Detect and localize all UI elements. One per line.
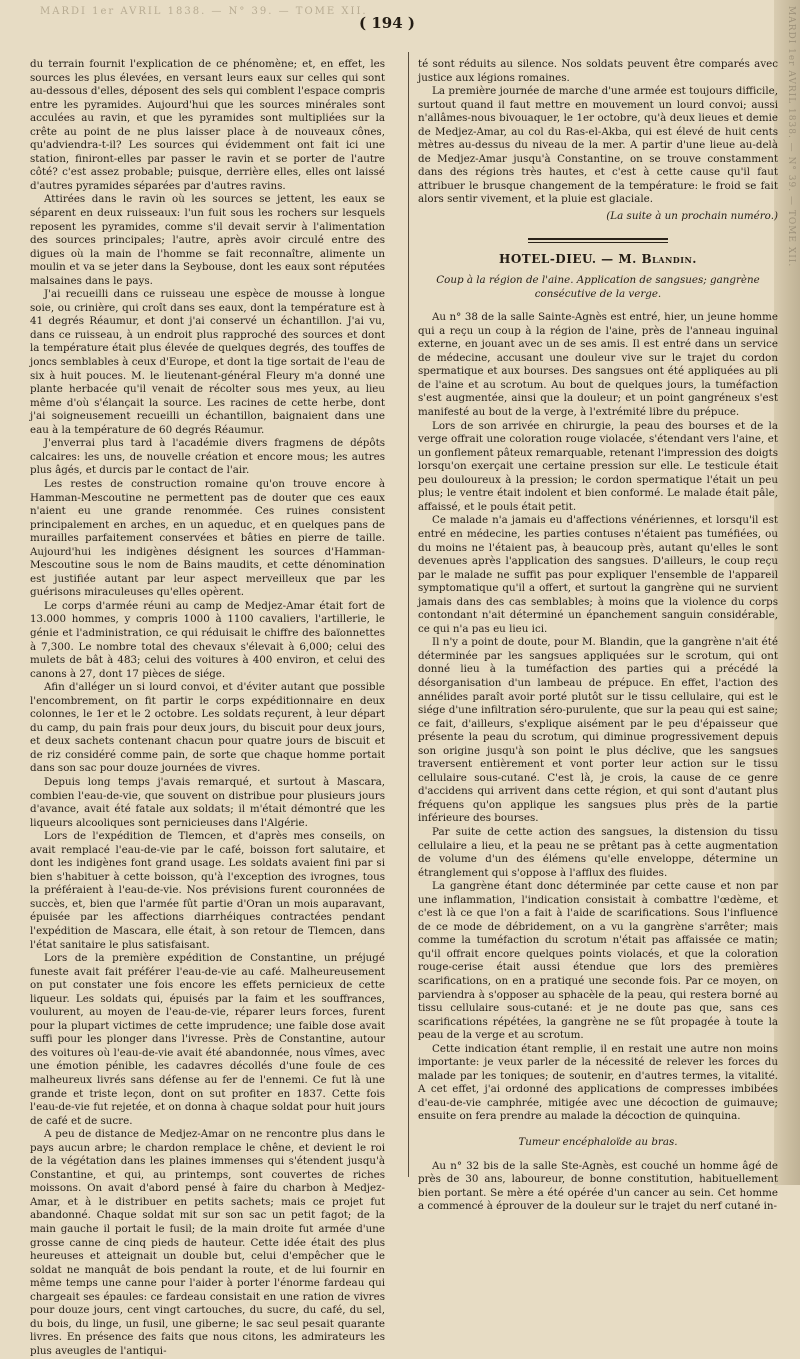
paragraph: La gangrène étant donc déterminée par cette cause et non par une inflammation, l'indication consistait à combattre l'œdème, et c'est là ce que l'on a fait à l'aide de scarifications. Sous l'influence de ce mode de débridement, on a vu la gangrène s'arrêter; mais comme la tuméfaction du scrotum n'était pas affaissée ce matin; qu'il offrait encore quelques points violacés, et que la coloration rouge-cerise était aussi étendue que lors des premières scarifications, on en a pratiqué une seconde fois. Par ce moyen, on parviendra à s'opposer au sphacèle de la peau, qui restera borné au tissu cellulaire sous-cutané: et je ne doute pas que, sans ces scarifications répétées, la gangrène ne se fût propagée à toute la peau de la verge et au scrotum. xyxy=(418,880,778,1042)
paragraph: du terrain fournit l'explication de ce phénomène; et, en effet, les sources les plus élevées, en versant leurs eaux sur celles qui sont au-dessous d'elles, déposent des sels qui comblent l'espace compris entre les pyramides. Aujourd'hui que les sources minérales sont acculées au ravin, et que les pyramides sont multipliées sur la crête au point de ne plus laisser place à de nouveaux cônes, qu'adviendra-t-il? Les sources qui évidemment ont fait ici une station, finiront-elles par passer le ravin et se porter de l'autre côté? c'est assez probable; puisque, derrière elles, elles ont laissé d'autres pyramides séparées par d'autres ravins. xyxy=(30,58,386,192)
case-title: Coup à la région de l'aine. Application de sangsues; gangrène consécutive de la verge. xyxy=(436,274,760,300)
paragraph: té sont réduits au silence. Nos soldats peuvent être comparés avec justice aux légions romaines. xyxy=(418,58,778,84)
paragraph: J'ai recueilli dans ce ruisseau une espèce de mousse à longue soie, ou crinière, qui croît dans ses eaux, dont la température est à 41 degrés Réaumur, et dont j'ai conservé un échantillon. J'ai vu, dans ce ruisseau, à un endroit plus rapproché des sources et dont la température était plus élevée de quelques degrés, des touffes de joncs semblables à ceux d'Europe, et dont la tige sortait de l'eau de six à huit pouces. M. le lieutenant-général Fleury m'a donné une plante herbacée qu'il venait de récolter sous mes yeux, au lieu même d'où s'élançait la source. Les racines de cette herbe, dont j'ai soigneusement recueilli un échantillon, baignaient dans une eau à la température de 60 degrés Réaumur. xyxy=(30,288,385,436)
paragraph: Afin d'alléger un si lourd convoi, et d'éviter autant que possible l'encombrement, on fit partir le corps expéditionnaire en deux colonnes, le 1er et le 2 octobre. Les soldats reçurent, à leur départ du camp, du pain frais pour deux jours, du biscuit pour deux jours, et deux sachets contenant chacun pour quatre jours de biscuit et de riz considéré comme pain, de sorte que chaque homme portait dans son sac pour douze journées de vivres. xyxy=(30,681,385,775)
paragraph: Les restes de construction romaine qu'on trouve encore à Hamman-Mescoutine ne permettent pas de douter que ces eaux n'aient eu une grande renommée. Ces ruines consistent principalement en arches, en un aqueduc, et en quelques pans de murailles parfaitement conservées et bâties en pierre de taille. Aujourd'hui les indigènes désignent les sources d'Hamman-Mescoutine sous le nom de Bains maudits, et cette dénomination est justifiée autant par leur aspect merveilleux que par les guérisons miraculeuses qu'elles opèrent. xyxy=(30,477,385,599)
gutter-text: MARDI 1er AVRIL 1838. — N° 39. — TOME XII. xyxy=(786,6,796,268)
paragraph: Au n° 32 bis de la salle Ste-Agnès, est couché un homme âgé de près de 30 ans, laboureur, de bonne constitution, habituellement bien portant. Se mère a été opérée d'un cancer au sein. Cet homme a commencé à éprouver de la douleur sur le trajet du nerf cutané in- xyxy=(418,1159,778,1213)
section-author: Blandin. xyxy=(641,251,697,266)
paragraph: Par suite de cette action des sangsues, la distension du tissu cellulaire a lieu, et la peau ne se prêtant pas à cette augmentation de volume d'un des élémens qu'elle enveloppe, détermine un étranglement qui s'oppose à l'afflux des fluides. xyxy=(418,825,778,879)
paragraph: Depuis long temps j'avais remarqué, et surtout à Mascara, combien l'eau-de-vie, que souvent on distribue pour plusieurs jours d'avance, avait été fatale aux soldats; il m'était démontré que les liqueurs alcooliques sont pernicieuses dans l'Algérie. xyxy=(30,775,385,829)
continuation-note: (La suite à un prochain numéro.) xyxy=(606,210,778,223)
paragraph: Il n'y a point de doute, pour M. Blandin, que la gangrène n'ait été déterminée par les sangsues appliquées sur le scrotum, qui ont donné lieu à la tuméfaction des parties qui a précédé la désorganisation d'un lambeau de prépuce. En effet, l'action des annélides paraît avoir porté plutôt sur le tissu cellulaire, qui est le siége d'une infiltration séro-purulente, que sur la peau qui est saine; ce fait, d'ailleurs, s'explique aisément par le peu d'épaisseur que présente la peau du scrotum, qui diminue progressivement depuis son origine jusqu'à son point le plus déclive, que les sangsues traversent entièrement et vont porter leur action sur le tissu cellulaire sous-cutané. C'est là, je crois, la cause de ce genre d'accidens qui arrivent dans cette région, et qui sont d'autant plus fréquens qu'on applique les sangsues plus près de la partie inférieure des bourses. xyxy=(418,636,778,825)
paragraph: Lors de son arrivée en chirurgie, la peau des bourses et de la verge offrait une coloration rouge violacée, s'étendant vers l'aine, et un gonflement pâteux remarquable, retenant l'impression des doigts lorsqu'on exerçait une certaine pression sur elle. Le testicule était peu douloureux à la pression; le cordon spermatique l'était un peu plus; le ventre était indolent et bien conformé. Le malade était pâle, affaissé, et le pouls était petit. xyxy=(418,419,778,513)
paragraph: Au n° 38 de la salle Sainte-Agnès est entré, hier, un jeune homme qui a reçu un coup à la région de l'aine, près de l'anneau inguinal externe, en jouant avec un de ses amis. Il est entré dans un service de médecine, accusant une douleur vive sur le trajet du cordon spermatique et aux bourses. Des sangsues ont été appliquées au pli de l'aine et au scrotum. Au bout de quelques jours, la tuméfaction s'est augmentée, ainsi que la douleur; et un point gangréneux s'est manifesté au bout de la verge, à l'extrémité libre du prépuce. xyxy=(418,311,778,419)
paragraph: Lors de la première expédition de Constantine, un préjugé funeste avait fait préférer l'eau-de-vie au café. Malheureusement on put constater une fois encore les effets pernicieux de cette liqueur. Les soldats qui, épuisés par la faim et les souffrances, voulurent, au moyen de l'eau-de-vie, réparer leurs forces, furent pour la plupart victimes de cette imprudence; une faible dose avait suffi pour les plonger dans l'ivresse. Près de Constantine, autour des voitures où l'eau-de-vie avait été abandonnée, nous vîmes, avec une émotion pénible, les cadavres décollés d'une foule de ces malheureux livrés sans défense au fer de l'ennemi. Ce fut là une grande et triste leçon, dont on sut profiter en 1837. Cette fois l'eau-de-vie fut rejetée, et on donna à chaque soldat pour huit jours de café et de sucre. xyxy=(30,952,385,1127)
left-column xyxy=(30,58,386,1357)
paragraph: Le corps d'armée réuni au camp de Medjez-Amar était fort de 13.000 hommes, y compris 1000 à 1100 cavaliers, l'artillerie, le génie et l'administration, ce qui réduisait le chiffre des baïonnettes à 7,300. Le nombre total des chevaux s'élevait à 6,000; celui des mulets de bât à 483; celui des voitures à 400 environ, et celui des canons à 27, dont 17 pièces de siége. xyxy=(30,599,385,680)
paragraph: La première journée de marche d'une armée est toujours difficile, surtout quand il faut mettre en mouvement un lourd convoi; aussi n'allâmes-nous bivouaquer, le 1er octobre, qu'à deux lieues et demie de Medjez-Amar, au col du Ras-el-Akba, qui est élevé de huit cents mètres au-dessus du niveau de la mer. A partir d'une lieue au-delà de Medjez-Amar jusqu'à Constantine, on se trouve constamment dans des régions très hautes, et c'est à cette cause qu'il faut attribuer le brusque changement de la température: le froid se fait alors sentir vivement, et la pluie est glaciale. xyxy=(418,85,778,206)
page-number: ( 194 ) xyxy=(359,14,415,32)
paragraph: Attirées dans le ravin où les sources se jettent, les eaux se séparent en deux ruisseaux: l'un fuit sous les rochers sur lesquels reposent les pyramides, comme s'il devait servir à l'alimentation des sources principales; l'autre, après avoir circulé entre des digues où la main de l'homme se fait reconnaître, alimente un moulin et va se jeter dans la Seybouse, dont les eaux sont réputées malsaines dans le pays. xyxy=(30,193,385,287)
paragraph: Ce malade n'a jamais eu d'affections vénériennes, et lorsqu'il est entré en médecine, les parties contuses n'étaient pas tuméfiées, ou du moins ne l'étaient pas, à beaucoup près, autant qu'elles le sont devenues après l'application des sangsues. D'ailleurs, le coup reçu par le malade ne suffit pas pour expliquer l'ensemble de l'appareil symptomatique qu'il a offert, et surtout la gangrène qui ne survient jamais dans des cas semblables; à moins que la violence du corps contondant n'ait déterminé un épanchement sanguin considérable, ce qui n'a pas eu lieu ici. xyxy=(418,514,778,635)
paragraph: A peu de distance de Medjez-Amar on ne rencontre plus dans le pays aucun arbre; le chardon remplace le chêne, et devient le roi de la végétation dans les plaines immenses qui s'étendent jusqu'à Constantine, et qui, au printemps, sont couvertes de riches moissons. On avait d'abord pensé à faire du charbon à Medjez-Amar, et à le distribuer en petits sachets; mais ce projet fut abandonné. Chaque soldat mit sur son sac un petit fagot; de la main gauche il portait le fusil; de la main droite fut armée d'une grosse canne de cinq pieds de hauteur. Cette idée était des plus heureuses et atteignait un double but, celui d'empêcher que le soldat ne manquât de bois pendant la route, et de lui fournir en même temps une canne pour l'aider à porter l'énorme fardeau qui chargeait ses épaules: ce fardeau consistait en une ration de vivres pour douze jours, cent vingt cartouches, du sucre, du café, du sel, du bois, du linge, un fusil, une giberne; le sac seul pesait quarante livres. En présence des faits que nous citons, les admirateurs les plus aveugles de l'antiqui- xyxy=(30,1128,385,1357)
paragraph: J'enverrai plus tard à l'académie divers fragmens de dépôts calcaires: les uns, de nouvelle création et encore mous; les autres plus âgés, et durcis par le contact de l'air. xyxy=(30,437,385,477)
right-column xyxy=(418,58,778,1213)
paragraph: Cette indication étant remplie, il en restait une autre non moins importante: je veux parler de la nécessité de relever les forces du malade par les toniques; de soutenir, en d'autres termes, la vitalité. A cet effet, j'ai ordonné des applications de compresses imbibées d'eau-de-vie camphrée, mitigée avec une décoction de guimauve; ensuite on fera prendre au malade la décoction de quinquina. xyxy=(418,1042,778,1123)
section-rule xyxy=(528,238,668,243)
section-title-text: HOTEL-DIEU. — M. xyxy=(499,251,637,266)
paragraph: Lors de l'expédition de Tlemcen, et d'après mes conseils, on avait remplacé l'eau-de-vie par le café, boisson fort salutaire, et dont les indigènes font grand usage. Les soldats avaient fini par si bien s'habituer à cette boisson, qu'à l'exception des ivrognes, tous la préféraient à l'eau-de-vie. Nos prévisions furent couronnées de succès, et, bien que l'armée fût partie d'Oran un mois auparavant, épuisée par les affections diarrhéiques contractées pendant l'expédition de Mascara, elle était, à son retour de Tlemcen, dans l'état sanitaire le plus satisfaisant. xyxy=(30,830,385,951)
section-title xyxy=(418,253,778,267)
bleed-through-header: MARDI 1er AVRIL 1838. — N° 39. — TOME XII. xyxy=(40,6,368,17)
column-divider xyxy=(408,52,409,1177)
case-title: Tumeur encéphaloïde au bras. xyxy=(518,1136,678,1149)
